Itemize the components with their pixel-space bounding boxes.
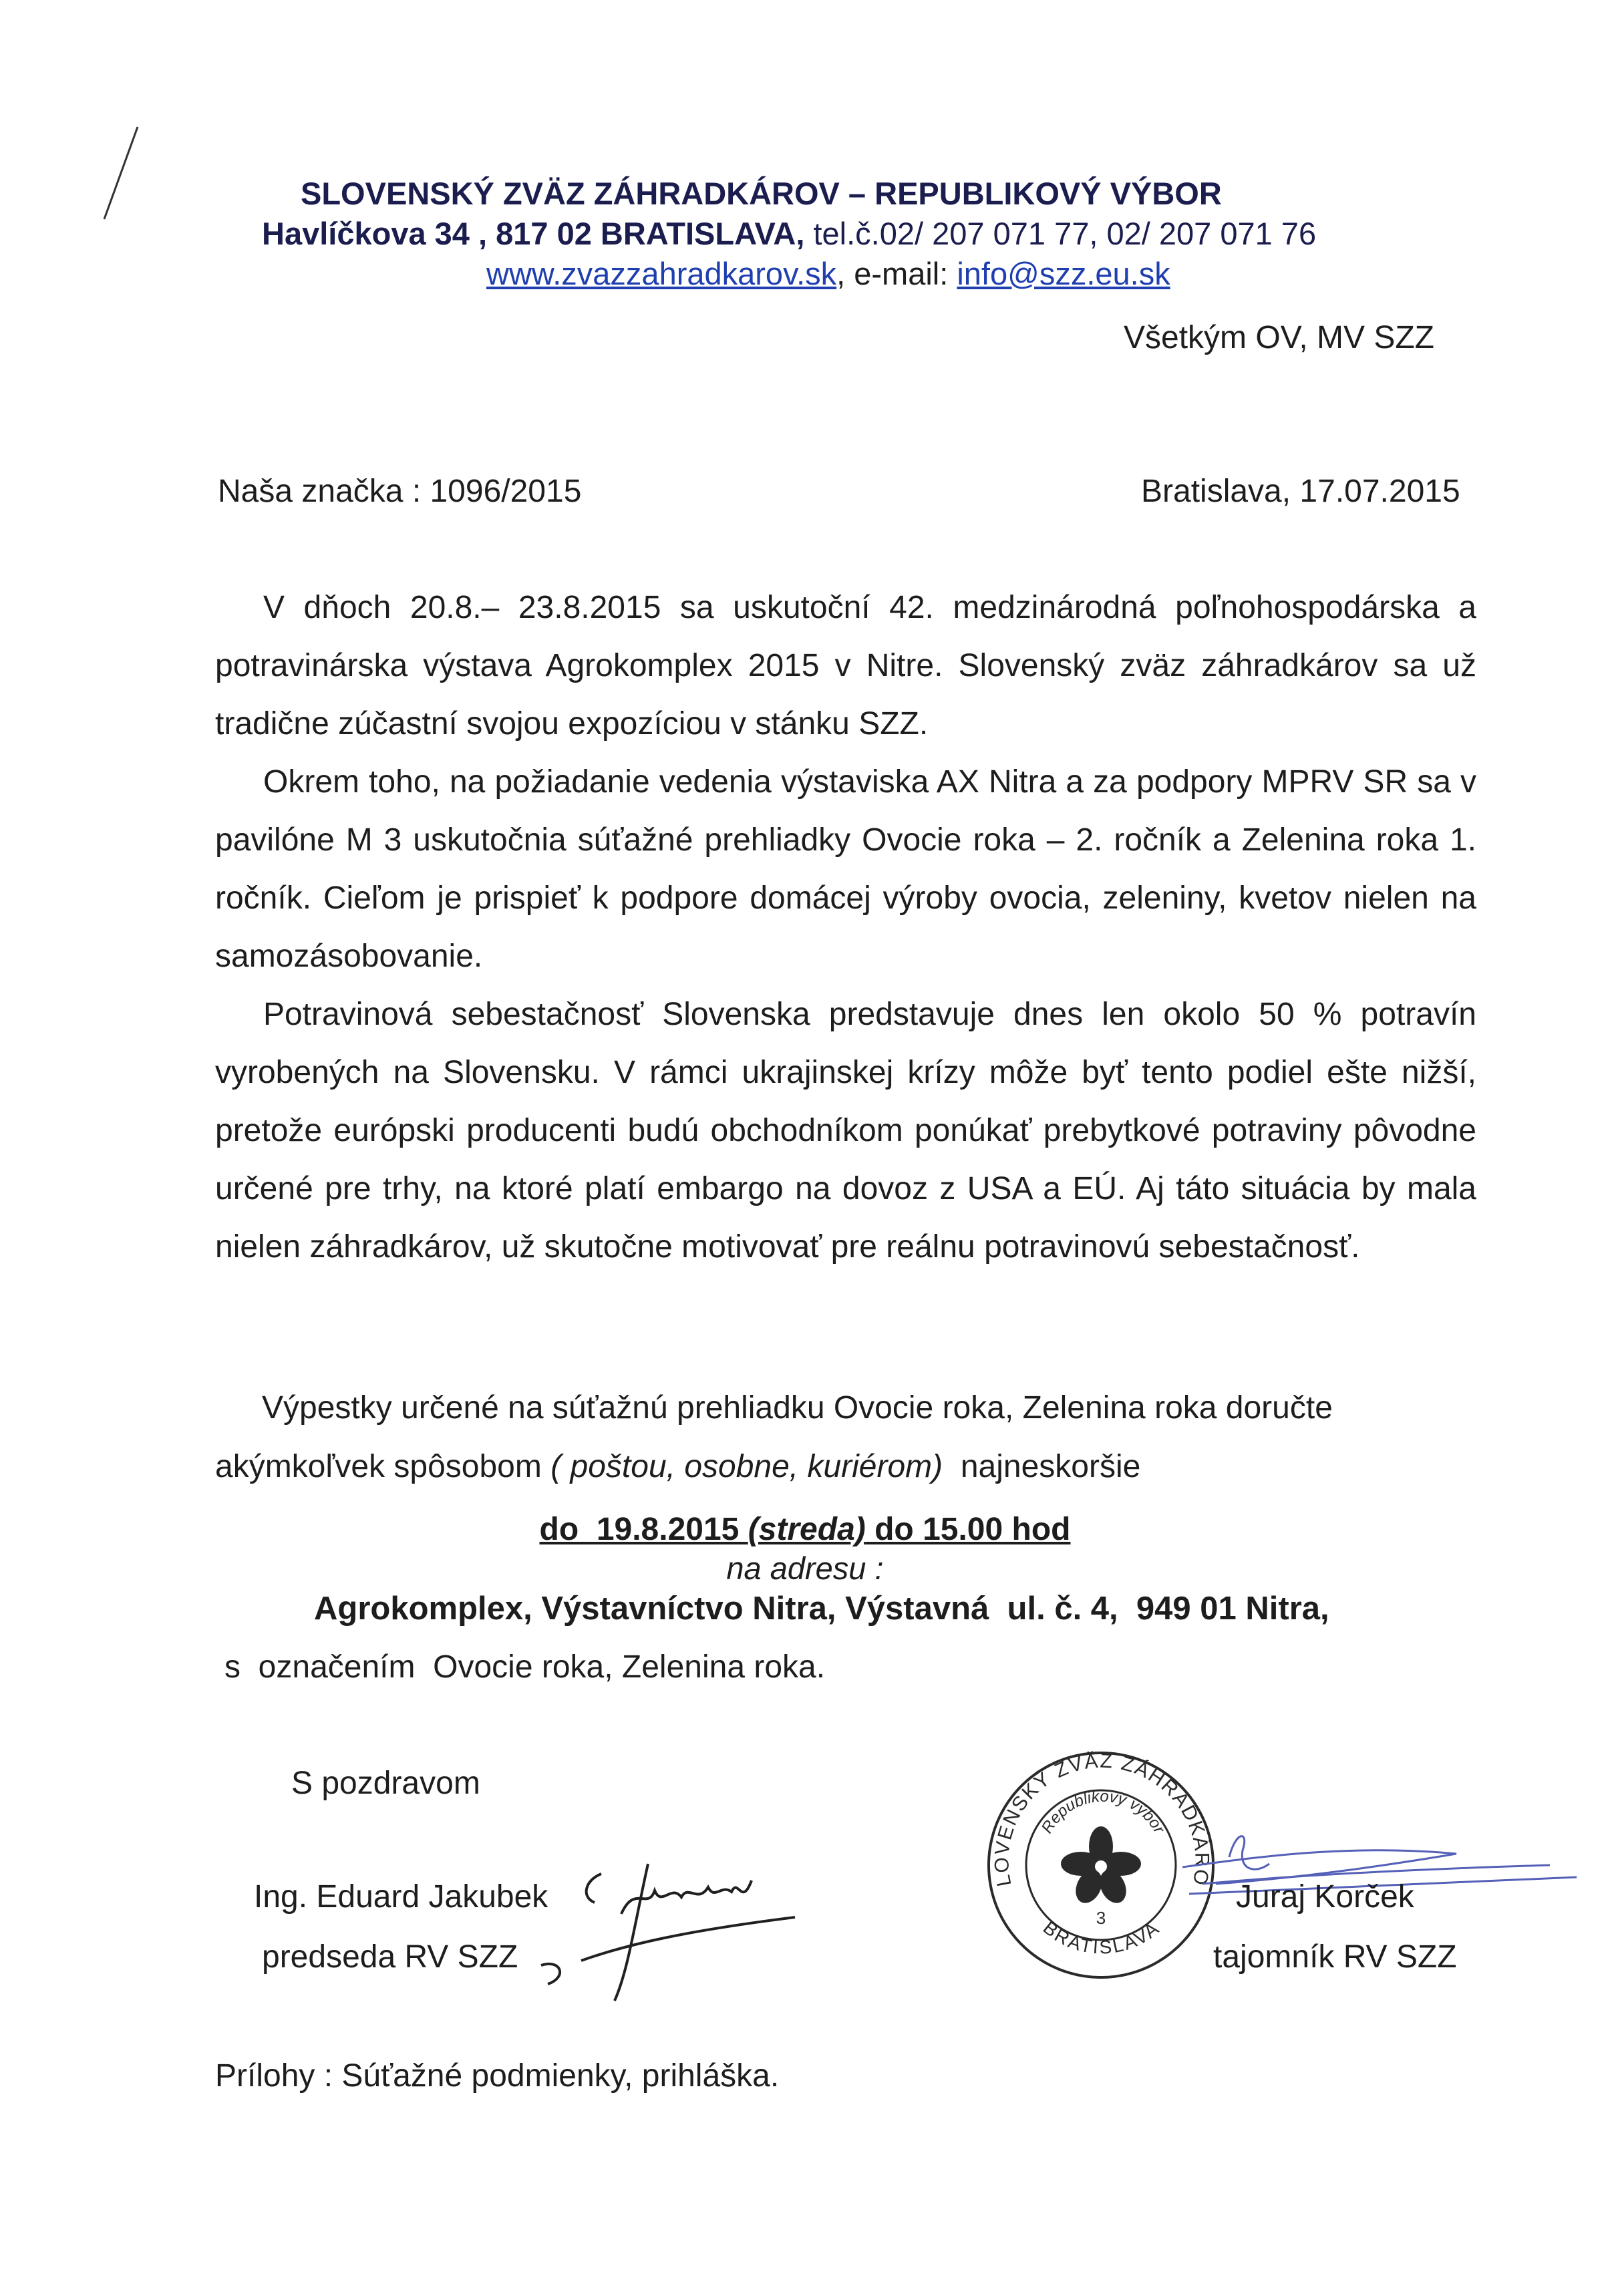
- paragraph-1: V dňoch 20.8.– 23.8.2015 sa uskutoční 42. medzinárodná poľnohospodárska a potravinárska výstava Agrokomplex 2015 v Nitre. Slovenský zväz záhradkárov sa už tradične zúčastní svojou expozíciou v stánku SZZ.: [215, 590, 1476, 742]
- website-link[interactable]: www.zvazzahradkarov.sk: [486, 256, 837, 291]
- stamp-outer-text: SLOVENSKÝ ZVÄZ ZÁHRADKÁROV: [973, 1728, 1213, 1889]
- place-date: Bratislava, 17.07.2015: [1141, 474, 1460, 509]
- signatory-right-name: Juraj Korček: [1236, 1879, 1414, 1915]
- paragraph-3: Potravinová sebestačnosť Slovenska predstavuje dnes len okolo 50 % potravín vyrobených na Slovensku. V rámci ukrajinskej krízy môže byť tento podiel ešte nižší, pretože európski producenti budú obchodníkom ponúkať prebytkové potraviny pôvodne určené pre trhy, na ktoré platí embargo na dovoz z USA a EÚ. Aj táto situácia by mala nielen záhradkárov, už skutočne motivovať pre reálnu potravinovú sebestačnosť.: [215, 997, 1476, 1265]
- margin-slash-mark: [94, 127, 147, 227]
- address-label: na adresu :: [726, 1550, 884, 1586]
- greeting: S pozdravom: [291, 1766, 480, 1801]
- reference-number: Naša značka : 1096/2015: [218, 474, 582, 509]
- signature-left: [521, 1844, 802, 2017]
- paragraph-4-line-2: [215, 1448, 1140, 1485]
- signatory-left-title: predseda RV SZZ: [262, 1939, 518, 1975]
- letter-body: [215, 579, 1476, 1276]
- org-contact-line: [486, 255, 1170, 292]
- delivery-method-lead: akýmkoľvek spôsobom: [215, 1449, 551, 1484]
- delivery-deadline-lead: najneskoršie: [943, 1449, 1141, 1484]
- stamp-city: BRATISLAVA: [1039, 1917, 1164, 1958]
- org-name: SLOVENSKÝ ZVÄZ ZÁHRADKÁROV – REPUBLIKOVÝ VÝBOR: [301, 176, 1222, 211]
- email-link[interactable]: info@szz.eu.sk: [957, 256, 1170, 291]
- signatory-left-name: Ing. Eduard Jakubek: [254, 1879, 548, 1915]
- signatory-right-title: tajomník RV SZZ: [1213, 1939, 1457, 1975]
- stamp-inner-text: Republikový výbor: [1037, 1787, 1168, 1837]
- attachments: Prílohy : Súťažné podmienky, prihláška.: [215, 2058, 780, 2094]
- delivery-methods: ( poštou, osobne, kuriérom): [550, 1449, 943, 1484]
- paragraph-4-line-1: Výpestky určené na súťažnú prehliadku Ovocie roka, Zelenina roka doručte: [262, 1390, 1333, 1426]
- delivery-address: Agrokomplex, Výstavníctvo Nitra, Výstavná ul. č. 4, 949 01 Nitra,: [314, 1591, 1329, 1627]
- org-address: Havlíčkova 34 , 817 02 BRATISLAVA,: [262, 216, 805, 251]
- deadline-time: do 15.00 hod: [865, 1512, 1071, 1547]
- org-phones: tel.č.02/ 207 071 77, 02/ 207 071 76: [804, 216, 1317, 251]
- deadline: [0, 1511, 1610, 1548]
- marking-note: s označením Ovocie roka, Zelenina roka.: [224, 1649, 826, 1685]
- recipient: Všetkým OV, MV SZZ: [1124, 320, 1434, 355]
- stamp-flower-emblem: [1061, 1826, 1141, 1907]
- email-label: , e-mail:: [836, 256, 957, 291]
- org-address-line: [262, 215, 1316, 252]
- paragraph-2: Okrem toho, na požiadanie vedenia výstaviska AX Nitra a za podpory MPRV SR sa v pavilóne M 3 uskutočnia súťažné prehliadky Ovocie roka – 2. ročník a Zelenina roka 1. ročník. Cieľom je prispieť k podpore domácej výroby ovocia, zeleniny, kvetov nielen na samozásobovanie.: [215, 764, 1476, 974]
- deadline-weekday: (streda): [748, 1512, 866, 1547]
- stamp-number: 3: [1096, 1908, 1106, 1928]
- deadline-date: do 19.8.2015: [539, 1512, 748, 1547]
